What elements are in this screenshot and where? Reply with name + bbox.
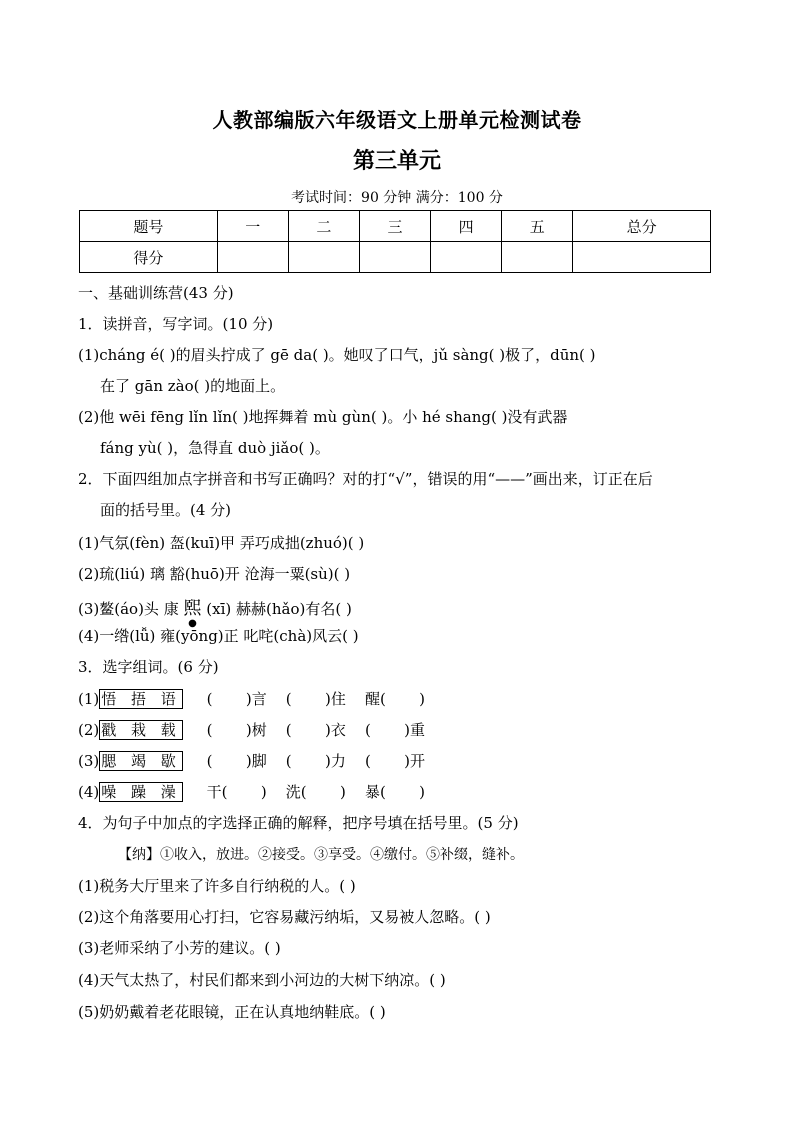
section-heading: 一、基础训练营(43 分) bbox=[78, 284, 234, 302]
question-3-row-2 bbox=[78, 719, 425, 740]
fill-blanks: 干( ) 洗( ) 暴( ) bbox=[182, 783, 426, 801]
score-cell[interactable] bbox=[431, 242, 502, 273]
table-cell: 得分 bbox=[80, 242, 218, 273]
question-3-heading: 3．选字组词。(6 分) bbox=[78, 658, 219, 676]
question-1-line-3: (2)他 wēi fēng lǐn lǐn( )地挥舞着 mù gùn( )。小 hé shang( )没有武器 bbox=[78, 408, 568, 426]
question-2-item-3-part-b: (xī) 赫赫(hǎo)有名( ) bbox=[206, 600, 352, 618]
unit-title: 第三单元 bbox=[352, 148, 441, 174]
score-cell[interactable] bbox=[502, 242, 573, 273]
emphasis-char bbox=[183, 594, 202, 629]
score-cell[interactable] bbox=[288, 242, 359, 273]
table-cell: 题号 bbox=[80, 211, 218, 242]
question-2-item-3 bbox=[78, 594, 352, 629]
question-2-heading-cont: 面的括号里。(4 分) bbox=[100, 501, 232, 519]
question-1-line-1: (1)cháng é( )的眉头拧成了 gē da( )。她叹了口气，jǔ sàng( )极了，dūn( ) bbox=[78, 346, 596, 364]
row-number: (2) bbox=[78, 721, 100, 739]
question-4-item-5: (5)奶奶戴着老花眼镜，正在认真地纳鞋底。( ) bbox=[78, 1003, 386, 1021]
table-cell: 四 bbox=[431, 211, 502, 242]
question-4-item-1: (1)税务大厅里来了许多自行纳税的人。( ) bbox=[78, 877, 356, 895]
question-4-item-2: (2)这个角落要用心打扫，它容易藏污纳垢，又易被人忽略。( ) bbox=[78, 908, 491, 926]
row-number: (1) bbox=[78, 690, 100, 708]
character-box: 悟 捂 语 bbox=[101, 690, 181, 708]
score-table bbox=[79, 210, 711, 273]
table-cell: 二 bbox=[288, 211, 359, 242]
question-4-item-4: (4)天气太热了，村民们都来到小河边的大树下纳凉。( ) bbox=[78, 971, 446, 989]
character-box: 腮 竭 歇 bbox=[101, 752, 181, 770]
fill-blanks: ( )脚 ( )力 ( )开 bbox=[182, 752, 426, 770]
table-cell: 三 bbox=[359, 211, 430, 242]
exam-meta: 考试时间：90 分钟 满分：100 分 bbox=[291, 190, 503, 206]
question-2-item-1: (1)气氛(fèn) 盔(kuī)甲 弄巧成拙(zhuó)( ) bbox=[78, 534, 365, 552]
question-2-item-2: (2)琉(liú) 璃 豁(huō)开 沧海一粟(sù)( ) bbox=[78, 565, 351, 583]
question-1-heading: 1．读拼音，写字词。(10 分) bbox=[78, 315, 274, 333]
question-3-row-3 bbox=[78, 750, 425, 771]
question-3-row-1 bbox=[78, 688, 425, 709]
row-number: (3) bbox=[78, 752, 100, 770]
fill-blanks: ( )言 ( )住 醒( ) bbox=[182, 690, 426, 708]
row-number: (4) bbox=[78, 783, 100, 801]
question-2-heading: 2．下面四组加点字拼音和书写正确吗？对的打“√”，错误的用“——”画出来，订正在后 bbox=[78, 470, 653, 488]
emphasis-dot: ● bbox=[188, 618, 197, 629]
question-2-item-4: (4)一绺(lǚ) 雍(yōng)正 叱咤(chà)风云( ) bbox=[78, 627, 359, 645]
character-box: 噪 躁 澡 bbox=[101, 783, 181, 801]
score-cell[interactable] bbox=[573, 242, 711, 273]
exam-title: 人教部编版六年级语文上册单元检测试卷 bbox=[212, 108, 582, 132]
question-3-row-4 bbox=[78, 781, 425, 802]
question-4-heading: 4．为句子中加点的字选择正确的解释，把序号填在括号里。(5 分) bbox=[78, 814, 519, 832]
table-cell: 五 bbox=[502, 211, 573, 242]
table-cell: 总分 bbox=[573, 211, 711, 242]
question-1-line-4: fáng yù( )，急得直 duò jiǎo( )。 bbox=[100, 439, 330, 457]
fill-blanks: ( )树 ( )衣 ( )重 bbox=[182, 721, 426, 739]
table-cell: 一 bbox=[217, 211, 288, 242]
character-box: 戳 栽 载 bbox=[101, 721, 181, 739]
question-1-line-2: 在了 gān zào( )的地面上。 bbox=[100, 377, 286, 395]
score-table-header-row bbox=[80, 211, 711, 242]
definition-line: 【纳】①收入，放进。②接受。③享受。④缴付。⑤补缀，缝补。 bbox=[118, 847, 524, 863]
score-cell[interactable] bbox=[359, 242, 430, 273]
question-4-item-3: (3)老师采纳了小芳的建议。( ) bbox=[78, 939, 281, 957]
question-2-item-3-part-a: (3)鳌(áo)头 康 bbox=[78, 600, 179, 618]
score-cell[interactable] bbox=[217, 242, 288, 273]
emphasis-char-text: 熙 bbox=[183, 598, 202, 619]
score-table-score-row bbox=[80, 242, 711, 273]
